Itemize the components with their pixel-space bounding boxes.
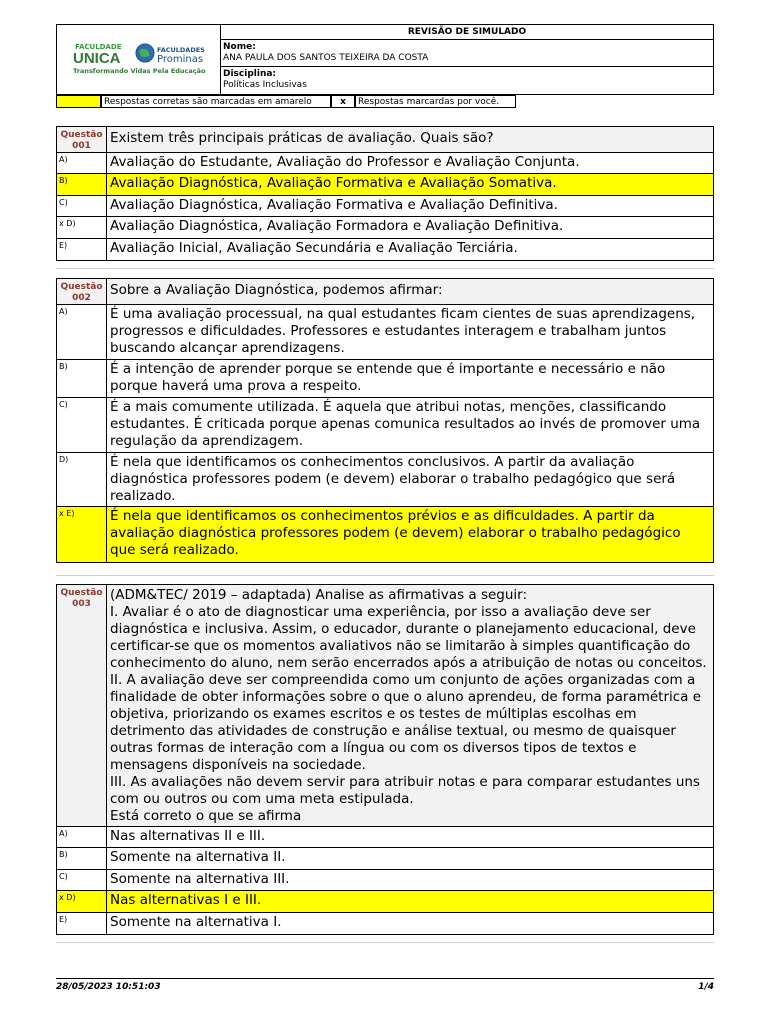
option-text: É a mais comumente utilizada. É aquela que atribui notas, menções, classificando estudantes. É criticada porque apenas comunica resultados ao invés de promover uma regulação da aprendizagem.: [110, 399, 701, 449]
option-text: É nela que identificamos os conhecimentos conclusivos. A partir da avaliação diagnóstica professores podem (e devem) elaborar o trabalho pedagógico que será realizado.: [110, 454, 676, 504]
logo-area: [57, 25, 221, 94]
option-b-correct: [57, 174, 713, 196]
option-text: Nas alternativas II e III.: [110, 828, 266, 844]
legend-marked-symbol: x: [331, 95, 355, 108]
option-label: E): [57, 239, 107, 260]
option-label: A): [57, 827, 107, 847]
option-b: [57, 848, 713, 870]
option-text: Nas alternativas I e III.: [110, 892, 262, 908]
option-e: [57, 913, 713, 934]
option-label: C): [57, 196, 107, 216]
option-a: [57, 153, 713, 174]
question-003: [56, 584, 714, 935]
option-a: [57, 827, 713, 848]
question-text: Existem três principais práticas de avaliação. Quais são?: [110, 130, 494, 146]
option-label: D): [57, 453, 107, 506]
globe-icon: [135, 43, 155, 63]
question-number: Questão 003: [57, 585, 107, 826]
discipline-value: Políticas Inclusivas: [223, 80, 307, 90]
option-text: Somente na alternativa III.: [110, 871, 290, 887]
option-label: B): [57, 360, 107, 397]
page-number: 1/4: [698, 982, 714, 992]
option-text: Somente na alternativa I.: [110, 914, 282, 930]
option-label: A): [57, 153, 107, 173]
logo-prominas: Prominas: [157, 54, 204, 65]
option-e: [57, 239, 713, 260]
option-e-correct-marked: [57, 507, 713, 562]
option-text: Somente na alternativa II.: [110, 849, 286, 865]
option-d-marked: [57, 217, 713, 239]
option-c: [57, 196, 713, 217]
legend: [56, 95, 516, 109]
separator: [56, 575, 714, 576]
option-label: x E): [57, 507, 107, 562]
logo-faculdade: FACULDADE: [75, 43, 122, 51]
logo-faculdades: FACULDADES: [157, 46, 205, 54]
option-text: Avaliação Diagnóstica, Avaliação Formadora e Avaliação Definitiva.: [110, 218, 564, 234]
question-001: [56, 126, 714, 261]
legend-correct-text: Respostas corretas são marcadas em amarelo: [101, 95, 331, 108]
option-text: É nela que identificamos os conhecimentos prévios e as dificuldades. A partir da avaliação diagnóstica professores podem (e devem) elaborar o trabalho pedagógico que será realizado.: [110, 508, 681, 558]
page-title: REVISÃO DE SIMULADO: [221, 25, 713, 40]
discipline-label: Disciplina:: [223, 69, 277, 79]
header-box: [56, 24, 714, 95]
question-text: Sobre a Avaliação Diagnóstica, podemos afirmar:: [110, 282, 443, 298]
separator: [56, 268, 714, 269]
option-d: [57, 453, 713, 507]
name-field: [221, 40, 713, 67]
option-label: B): [57, 848, 107, 869]
option-text: Avaliação Inicial, Avaliação Secundária e Avaliação Terciária.: [110, 240, 518, 256]
name-value: ANA PAULA DOS SANTOS TEIXEIRA DA COSTA: [223, 53, 429, 63]
option-text: É a intenção de aprender porque se entende que é importante e necessário e não porque haverá uma prova a respeito.: [110, 361, 666, 394]
option-c: [57, 870, 713, 891]
question-header: [57, 585, 713, 827]
question-number: Questão 001: [57, 127, 107, 152]
discipline-field: [221, 67, 713, 94]
option-b: [57, 360, 713, 398]
option-text: Avaliação do Estudante, Avaliação do Professor e Avaliação Conjunta.: [110, 154, 580, 170]
question-number: Questão 002: [57, 279, 107, 304]
legend-yellow-swatch: [56, 95, 101, 108]
option-c: [57, 398, 713, 453]
question-002: [56, 278, 714, 563]
option-label: E): [57, 913, 107, 934]
option-d-correct-marked: [57, 891, 713, 913]
option-label: C): [57, 398, 107, 452]
question-header: [57, 127, 713, 153]
option-label: A): [57, 305, 107, 359]
option-a: [57, 305, 713, 360]
footer-date: 28/05/2023 10:51:03: [56, 982, 161, 992]
question-header: [57, 279, 713, 305]
option-text: É uma avaliação processual, na qual estudantes ficam cientes de suas aprendizagens, progressos e dificuldades. Professores e estudantes interagem e trabalham juntos buscando alcançar aprendizagens.: [110, 306, 696, 356]
option-label: x D): [57, 217, 107, 238]
logo-unica: UNICA: [73, 50, 121, 67]
option-label: B): [57, 174, 107, 195]
logo-tagline: Transformando Vidas Pela Educação: [73, 67, 206, 75]
option-text: Avaliação Diagnóstica, Avaliação Formativa e Avaliação Somativa.: [110, 175, 557, 191]
option-label: x D): [57, 891, 107, 912]
name-label: Nome:: [223, 42, 256, 52]
question-text: (ADM&TEC/ 2019 – adaptada) Analise as afirmativas a seguir: I. Avaliar é o ato de diagnosticar uma experiência, por isso a avaliação deve ser diagnóstica e inclusiva. Assim, o educador, durante o planejamento educacional, deve certificar-se que os momentos avaliativos não se limitarão à simples quantificação do conhecimento do aluno, nem serão encerrados após a atribuição de notas ou conceitos. II. A avaliação deve ser compreendida como um conjunto de ações organizadas com a finalidade de obter informações sobre o que o aluno aprendeu, de forma paramétrica e objetiva, priorizando os exames escritos e os testes de múltiplas escolhas em detrimento das atividades de construção e análise textual, ou mesmo de quaisquer outras formas de interação com a língua ou com os diversos tipos de textos e mensagens disponíveis na sociedade. III. As avaliações não devem servir para atribuir notas e para comparar estudantes uns com ou outros ou com uma meta estipulada. Está correto o que se afirma: [110, 587, 707, 824]
legend-marked-text: Respostas marcardas por você.: [355, 95, 516, 108]
option-text: Avaliação Diagnóstica, Avaliação Formativa e Avaliação Definitiva.: [110, 197, 558, 213]
option-label: C): [57, 870, 107, 890]
separator: [56, 942, 714, 943]
footer-line: [56, 978, 714, 979]
